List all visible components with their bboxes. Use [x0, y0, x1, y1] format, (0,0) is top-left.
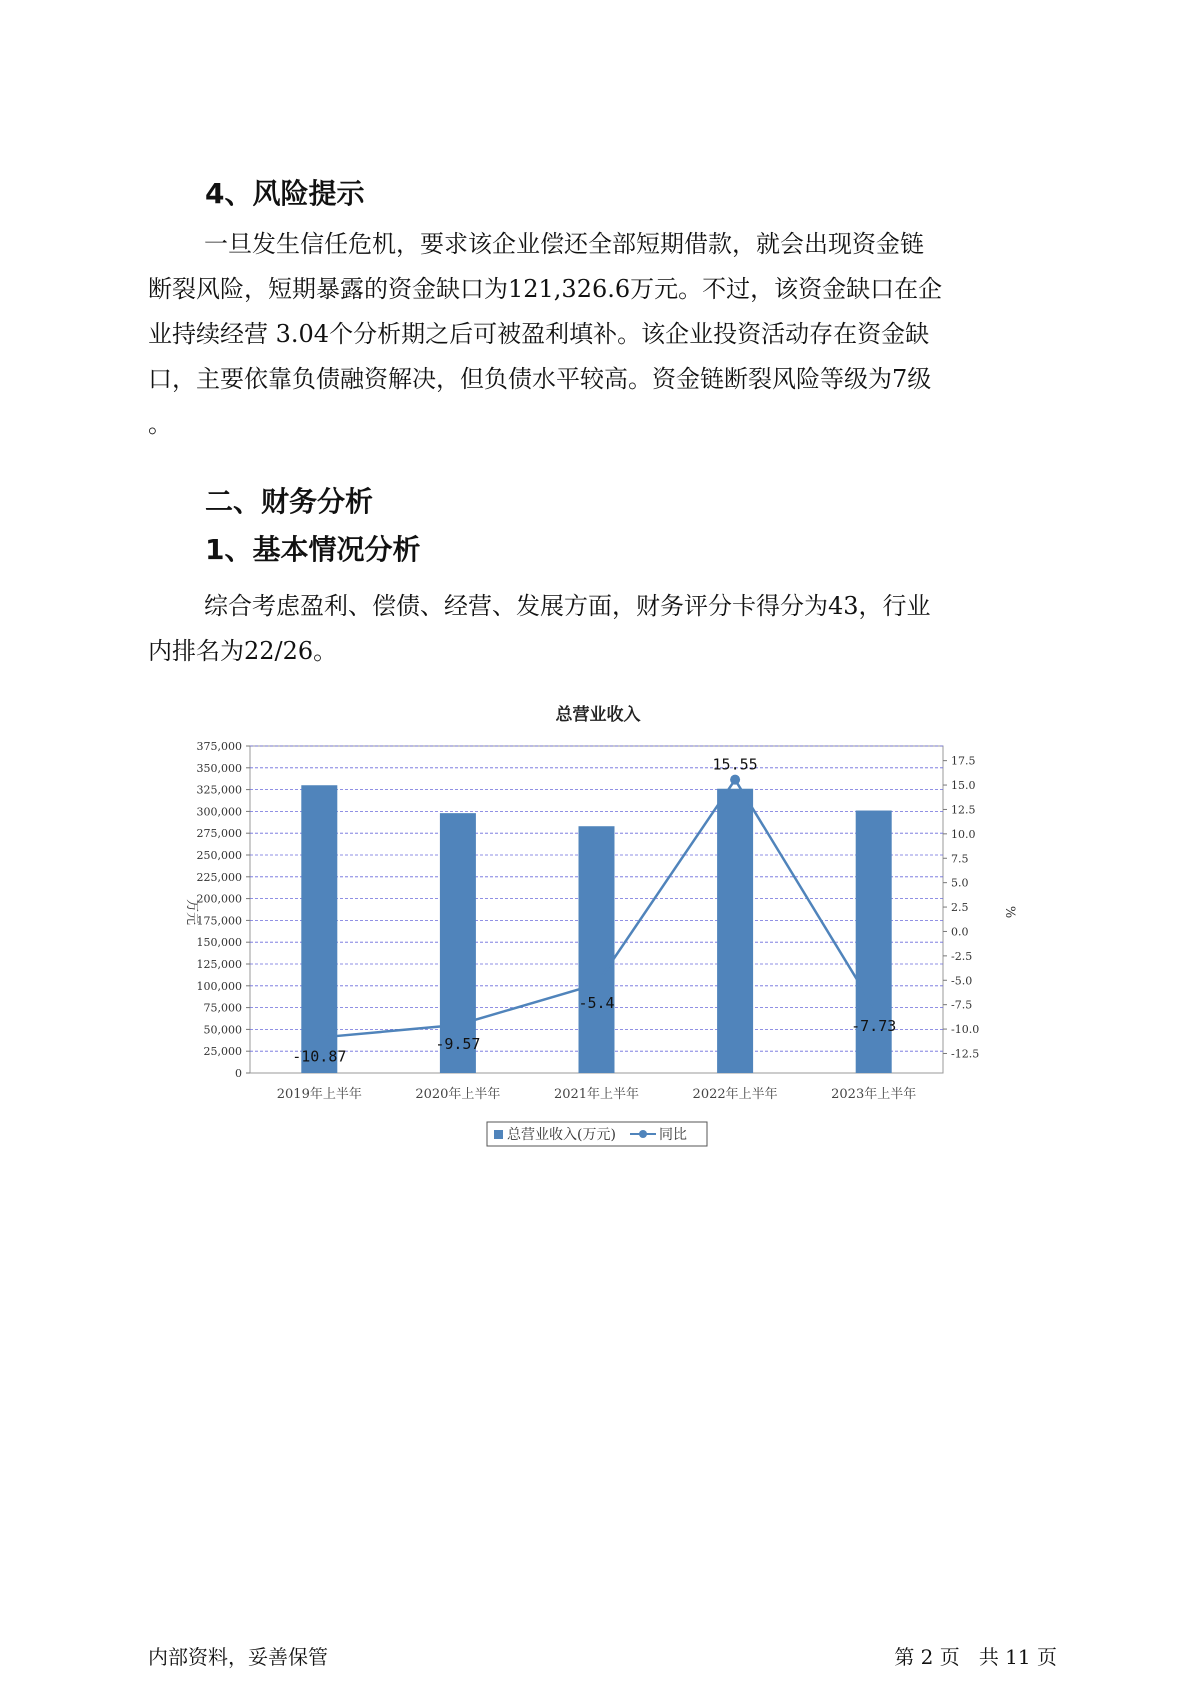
- basic-line: 综合考虑盈利、偿债、经营、发展方面，财务评分卡得分为43，行业: [204, 592, 931, 620]
- revenue-chart: [148, 700, 1038, 1160]
- left-tick-label: 350,000: [196, 761, 242, 775]
- data-label: -9.57: [435, 1034, 481, 1053]
- data-label: -10.87: [292, 1047, 347, 1066]
- left-tick-label: 250,000: [196, 849, 242, 862]
- finance-heading: 二、财务分析: [205, 485, 374, 518]
- left-tick-label: 75,000: [203, 1001, 242, 1015]
- right-tick-label: 0.0: [951, 925, 969, 939]
- right-axis: [943, 755, 979, 1061]
- x-tick-label: 2021年上半年: [553, 1087, 640, 1102]
- left-tick-label: 50,000: [203, 1023, 242, 1037]
- right-tick-label: -2.5: [951, 949, 973, 963]
- bar-series: [301, 785, 891, 1073]
- right-tick-label: -12.5: [951, 1047, 980, 1061]
- right-tick-label: 15.0: [951, 779, 976, 793]
- right-tick-label: 12.5: [951, 803, 976, 817]
- left-tick-label: 125,000: [196, 958, 242, 971]
- x-tick-label: 2019年上半年: [276, 1087, 362, 1102]
- data-label: -7.73: [851, 1016, 897, 1035]
- footer-page-number: 第 2 页 共 11 页: [894, 1645, 1057, 1669]
- footer-left: 内部资料，妥善保管: [148, 1645, 328, 1669]
- right-tick-label: 17.5: [951, 754, 976, 768]
- risk-line: 断裂风险，短期暴露的资金缺口为121,326.6万元。不过，该资金缺口在企: [148, 275, 943, 303]
- left-tick-label: 300,000: [196, 805, 242, 819]
- chart-title: 总营业收入: [555, 705, 641, 725]
- right-tick-label: -10.0: [951, 1023, 980, 1037]
- risk-line: 。: [148, 410, 172, 438]
- x-tick-label: 2023年上半年: [831, 1087, 917, 1102]
- basic-line: 内排名为22/26。: [148, 637, 338, 665]
- data-label: -5.4: [578, 994, 615, 1013]
- x-tick-label: 2020年上半年: [415, 1087, 501, 1102]
- left-tick-label: 275,000: [196, 827, 242, 841]
- left-tick-label: 175,000: [196, 914, 242, 928]
- right-axis-label: %: [1002, 905, 1017, 919]
- risk-heading: 4、风险提示: [205, 177, 365, 210]
- right-tick-label: 7.5: [951, 852, 969, 866]
- legend-line-label: 同比: [659, 1127, 687, 1143]
- right-tick-label: 10.0: [951, 827, 976, 841]
- left-tick-label: 200,000: [196, 892, 242, 906]
- risk-paragraph: [148, 222, 1053, 447]
- basic-heading: 1、基本情况分析: [205, 533, 421, 566]
- right-tick-label: 5.0: [951, 876, 969, 890]
- right-tick-label: 2.5: [951, 901, 969, 915]
- legend-bar-label: 总营业收入(万元): [507, 1127, 616, 1143]
- data-label: 15.55: [712, 755, 758, 774]
- legend-bar-swatch: [494, 1130, 503, 1139]
- risk-line: 口，主要依靠负债融资解决，但负债水平较高。资金链断裂风险等级为7级: [148, 365, 932, 393]
- left-tick-label: 25,000: [203, 1045, 242, 1059]
- left-tick-label: 225,000: [196, 870, 242, 884]
- bar: [579, 826, 615, 1073]
- bar: [717, 789, 753, 1073]
- basic-paragraph: [148, 584, 1053, 674]
- right-tick-label: -7.5: [951, 998, 973, 1012]
- risk-line: 业持续经营 3.04个分析期之后可被盈利填补。该企业投资活动存在资金缺: [148, 320, 930, 348]
- bar: [301, 785, 337, 1073]
- right-tick-label: -5.0: [951, 974, 973, 988]
- left-tick-label: 0: [235, 1067, 242, 1080]
- left-axis: [197, 740, 251, 1080]
- line-point: [730, 775, 740, 785]
- risk-line: 一旦发生信任危机，要求该企业偿还全部短期借款，就会出现资金链: [204, 230, 924, 258]
- left-tick-label: 375,000: [196, 740, 242, 753]
- left-tick-label: 325,000: [196, 783, 242, 797]
- x-tick-label: 2022年上半年: [692, 1087, 778, 1102]
- left-tick-label: 100,000: [196, 979, 242, 993]
- x-axis: [277, 1086, 916, 1102]
- legend: [487, 1122, 707, 1146]
- legend-line-marker: [639, 1130, 647, 1138]
- left-axis-label: 万元: [184, 898, 199, 926]
- left-tick-label: 150,000: [196, 936, 242, 950]
